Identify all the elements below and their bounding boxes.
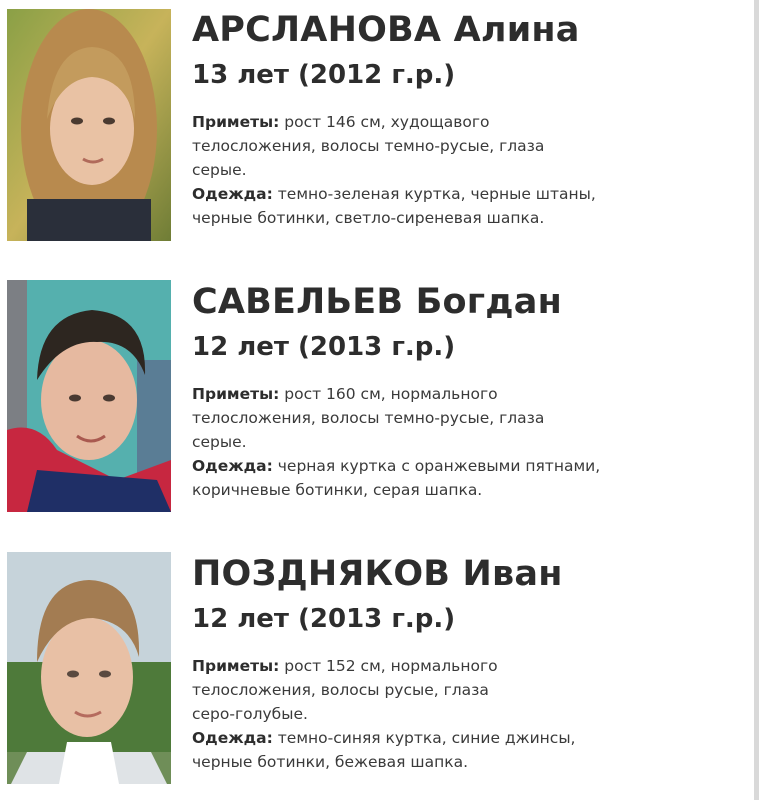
girl-portrait-image	[7, 9, 171, 241]
clothes-line: коричневые ботинки, серая шапка.	[192, 481, 483, 499]
photo-arslanova	[7, 9, 171, 241]
person-name: ПОЗДНЯКОВ Иван	[192, 554, 563, 594]
person-age: 13 лет (2012 г.р.)	[192, 60, 456, 90]
person-name: САВЕЛЬЕВ Богдан	[192, 282, 562, 322]
person-description	[192, 654, 747, 774]
signs-label: Приметы:	[192, 385, 280, 403]
signs-label: Приметы:	[192, 113, 280, 131]
clothes-line: черная куртка с оранжевыми пятнами,	[277, 457, 601, 475]
person-description	[192, 110, 747, 230]
clothes-label: Одежда:	[192, 457, 273, 475]
boy-portrait-image	[7, 280, 171, 512]
page-edge	[754, 0, 759, 800]
signs-label: Приметы:	[192, 657, 280, 675]
signs-line: серые.	[192, 161, 247, 179]
person-age: 12 лет (2013 г.р.)	[192, 604, 456, 634]
signs-line: рост 146 см, худощавого	[284, 113, 490, 131]
photo-savelyev	[7, 280, 171, 512]
person-age: 12 лет (2013 г.р.)	[192, 332, 456, 362]
clothes-label: Одежда:	[192, 729, 273, 747]
signs-line: телосложения, волосы темно-русые, глаза	[192, 137, 545, 155]
signs-line: телосложения, волосы темно-русые, глаза	[192, 409, 545, 427]
clothes-line: темно-зеленая куртка, черные штаны,	[277, 185, 596, 203]
person-description	[192, 382, 747, 502]
signs-line: телосложения, волосы русые, глаза	[192, 681, 489, 699]
signs-line: рост 160 см, нормального	[284, 385, 498, 403]
clothes-label: Одежда:	[192, 185, 273, 203]
clothes-line: черные ботинки, бежевая шапка.	[192, 753, 469, 771]
signs-line: серо-голубые.	[192, 705, 308, 723]
boy-portrait-image	[7, 552, 171, 784]
photo-pozdnyakov	[7, 552, 171, 784]
clothes-line: черные ботинки, светло-сиреневая шапка.	[192, 209, 545, 227]
signs-line: серые.	[192, 433, 247, 451]
signs-line: рост 152 см, нормального	[284, 657, 498, 675]
person-name: АРСЛАНОВА Алина	[192, 10, 580, 50]
clothes-line: темно-синяя куртка, синие джинсы,	[277, 729, 576, 747]
